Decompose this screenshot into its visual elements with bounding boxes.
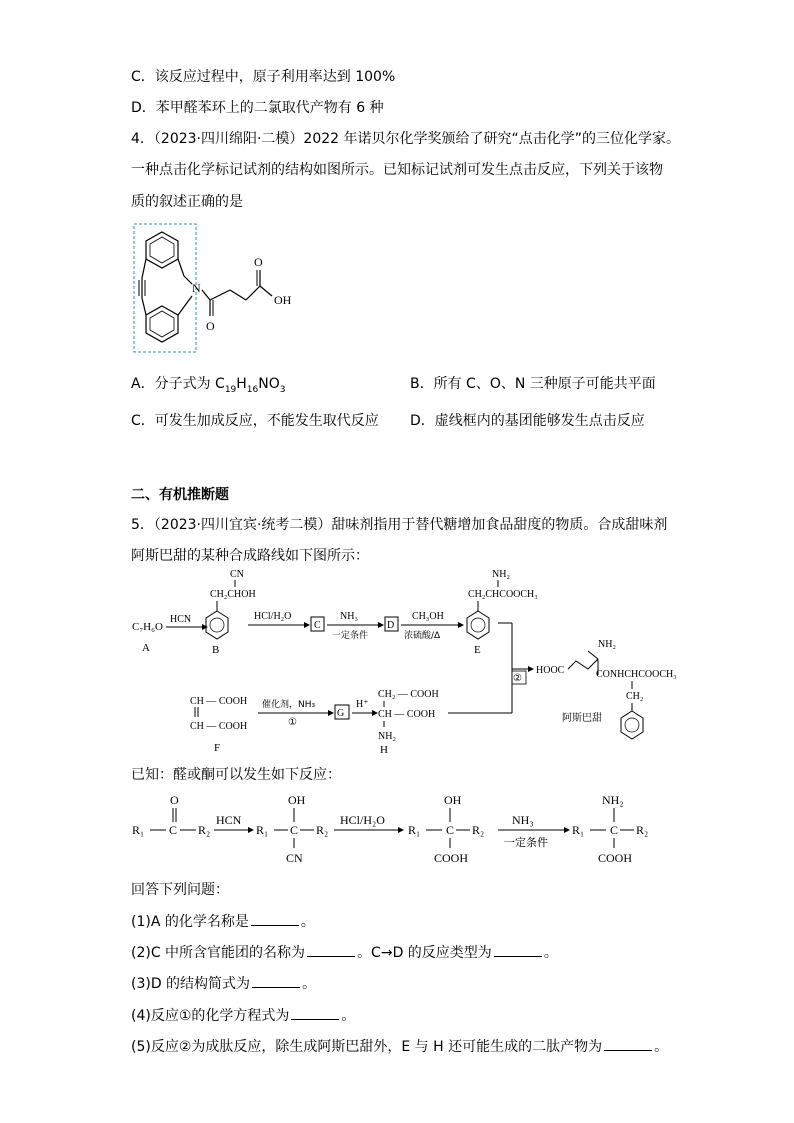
product-conh: CONHCHCOOCH₃ <box>596 669 677 680</box>
e-ring <box>467 611 489 639</box>
option-c-prev: C．该反应过程中，原子利用率达到 100% <box>131 69 396 85</box>
product-ch2: CH₂ <box>626 691 644 702</box>
e-chain: CH₂CHCOOCH₃ <box>468 589 538 600</box>
q4-option-c[interactable]: C．可发生加成反应，不能发生取代反应 <box>131 413 379 429</box>
f-bottom: CH — COOH <box>190 721 248 732</box>
g-box: G <box>337 708 345 719</box>
known-r1-b: R₁ <box>256 823 269 837</box>
a-label: A <box>142 642 150 654</box>
f-label: F <box>214 742 221 754</box>
n-atom-label: N <box>192 281 201 295</box>
q4-structure <box>130 220 320 360</box>
known-r2-a: R₂ <box>198 823 211 837</box>
h-label: H <box>380 744 388 756</box>
b-chain: CH₂CHOH <box>210 589 256 600</box>
hcl-reagent: HCl/H₂O <box>254 611 292 622</box>
q5-line1: 5．（2023·四川宜宾·统考二模）甜味剂指用于替代糖增加食品甜度的物质。合成甜味剂 <box>131 517 668 533</box>
known-o: O <box>170 793 179 807</box>
known-hcl: HCl/H₂O <box>340 813 385 827</box>
f-top: CH — COOH <box>190 696 248 707</box>
section-title: 二、有机推断题 <box>131 487 229 503</box>
q4-option-b[interactable]: B．所有 C、O、N 三种原子可能共平面 <box>410 376 656 392</box>
product-ring <box>621 711 643 739</box>
e-label: E <box>474 644 481 656</box>
answer-blank-4[interactable] <box>291 1007 339 1020</box>
known-nh2-d: NH₂ <box>602 793 624 807</box>
known-reaction-title: 已知：醛或酮可以发生如下反应： <box>131 767 341 783</box>
nh3-reagent: NH₃ <box>340 611 358 622</box>
step-2-label: ② <box>513 673 522 684</box>
b-cn: CN <box>230 569 244 580</box>
q4-line1: 4．（2023·四川绵阳·二模）2022 年诺贝尔化学奖颁给了研究“点击化学”的三位化学家。 <box>131 131 681 147</box>
synthesis-scheme <box>128 565 698 760</box>
sub-question-4: (4)反应①的化学方程式为 。 <box>131 1008 356 1024</box>
sub-question-1: (1)A 的化学名称是 。 <box>131 914 315 930</box>
known-hcn: HCN <box>216 813 242 827</box>
condition-label: 一定条件 <box>332 631 369 641</box>
b-label: B <box>212 644 220 656</box>
known-cooh-c: COOH <box>434 851 469 865</box>
b-ring <box>206 611 228 639</box>
known-cond: 一定条件 <box>504 836 548 849</box>
answer-blank-1[interactable] <box>251 913 299 926</box>
answer-blank-2a[interactable] <box>307 944 355 957</box>
known-r1-a: R₁ <box>132 823 145 837</box>
sub-question-2: (2)C 中所含官能团的名称为 。C→D 的反应类型为 。 <box>131 945 558 961</box>
q4-option-a[interactable]: A．分子式为 $C_{19}H_{16}NO_3$ <box>131 376 286 395</box>
known-r1-c: R₁ <box>408 823 421 837</box>
known-cn: CN <box>286 851 303 865</box>
known-cooh-d: COOH <box>598 851 633 865</box>
aspartame-label: 阿斯巴甜 <box>562 713 602 724</box>
option-d-prev: D．苯甲醛苯环上的二氯取代产物有 6 种 <box>131 100 384 116</box>
product-nh2: NH₂ <box>598 639 616 650</box>
product-hooc: HOOC <box>536 665 565 676</box>
known-c-d: C <box>610 823 619 837</box>
known-r2-c: R₂ <box>472 823 485 837</box>
oh-label: OH <box>274 293 292 307</box>
hcn-reagent: HCN <box>170 614 192 625</box>
ch3oh-reagent: CH₃OH <box>412 611 444 622</box>
h-nh2: NH₂ <box>378 731 396 742</box>
carbonyl-o-label: O <box>206 319 215 333</box>
h-top: CH₂ — COOH <box>378 689 439 700</box>
h-mid: CH — COOH <box>378 709 436 720</box>
step-1-label: ① <box>288 717 297 728</box>
answer-blank-2b[interactable] <box>494 944 542 957</box>
known-c-b: C <box>290 823 299 837</box>
known-r2-b: R₂ <box>316 823 329 837</box>
answer-blank-5[interactable] <box>604 1038 652 1051</box>
known-r2-d: R₂ <box>636 823 649 837</box>
acid-condition: 浓硫酸/Δ <box>404 631 441 641</box>
known-r1-d: R₁ <box>572 823 585 837</box>
known-reaction-scheme <box>128 790 668 870</box>
known-nh3: NH₃ <box>512 813 534 827</box>
hplus-reagent: H⁺ <box>356 699 369 710</box>
q4-line2: 一种点击化学标记试剂的结构如图所示。已知标记试剂可发生点击反应，下列关于该物 <box>131 162 663 178</box>
known-oh-c: OH <box>444 793 462 807</box>
sub-question-5: (5)反应②为成肽反应，除生成阿斯巴甜外，E 与 H 还可能生成的二肽产物为 。 <box>131 1039 669 1055</box>
answer-prompt: 回答下列问题： <box>131 882 229 898</box>
known-c-c: C <box>446 823 455 837</box>
a-formula: C₇H₆O <box>132 621 163 633</box>
q5-line2: 阿斯巴甜的某种合成路线如下图所示： <box>131 548 369 564</box>
known-oh-b: OH <box>288 793 306 807</box>
answer-blank-3[interactable] <box>252 975 300 988</box>
catalyst-reagent: 催化剂，NH₃ <box>262 700 316 710</box>
q4-line3: 质的叙述正确的是 <box>131 194 243 210</box>
dashed-frame <box>134 224 196 352</box>
c-box: C <box>314 620 321 631</box>
acid-o-label: O <box>254 255 263 269</box>
e-nh2: NH₂ <box>492 569 510 580</box>
known-c-a: C <box>169 823 178 837</box>
sub-question-3: (3)D 的结构简式为 。 <box>131 976 317 992</box>
q4-option-d[interactable]: D．虚线框内的基团能够发生点击反应 <box>410 413 645 429</box>
d-box: D <box>387 620 395 631</box>
